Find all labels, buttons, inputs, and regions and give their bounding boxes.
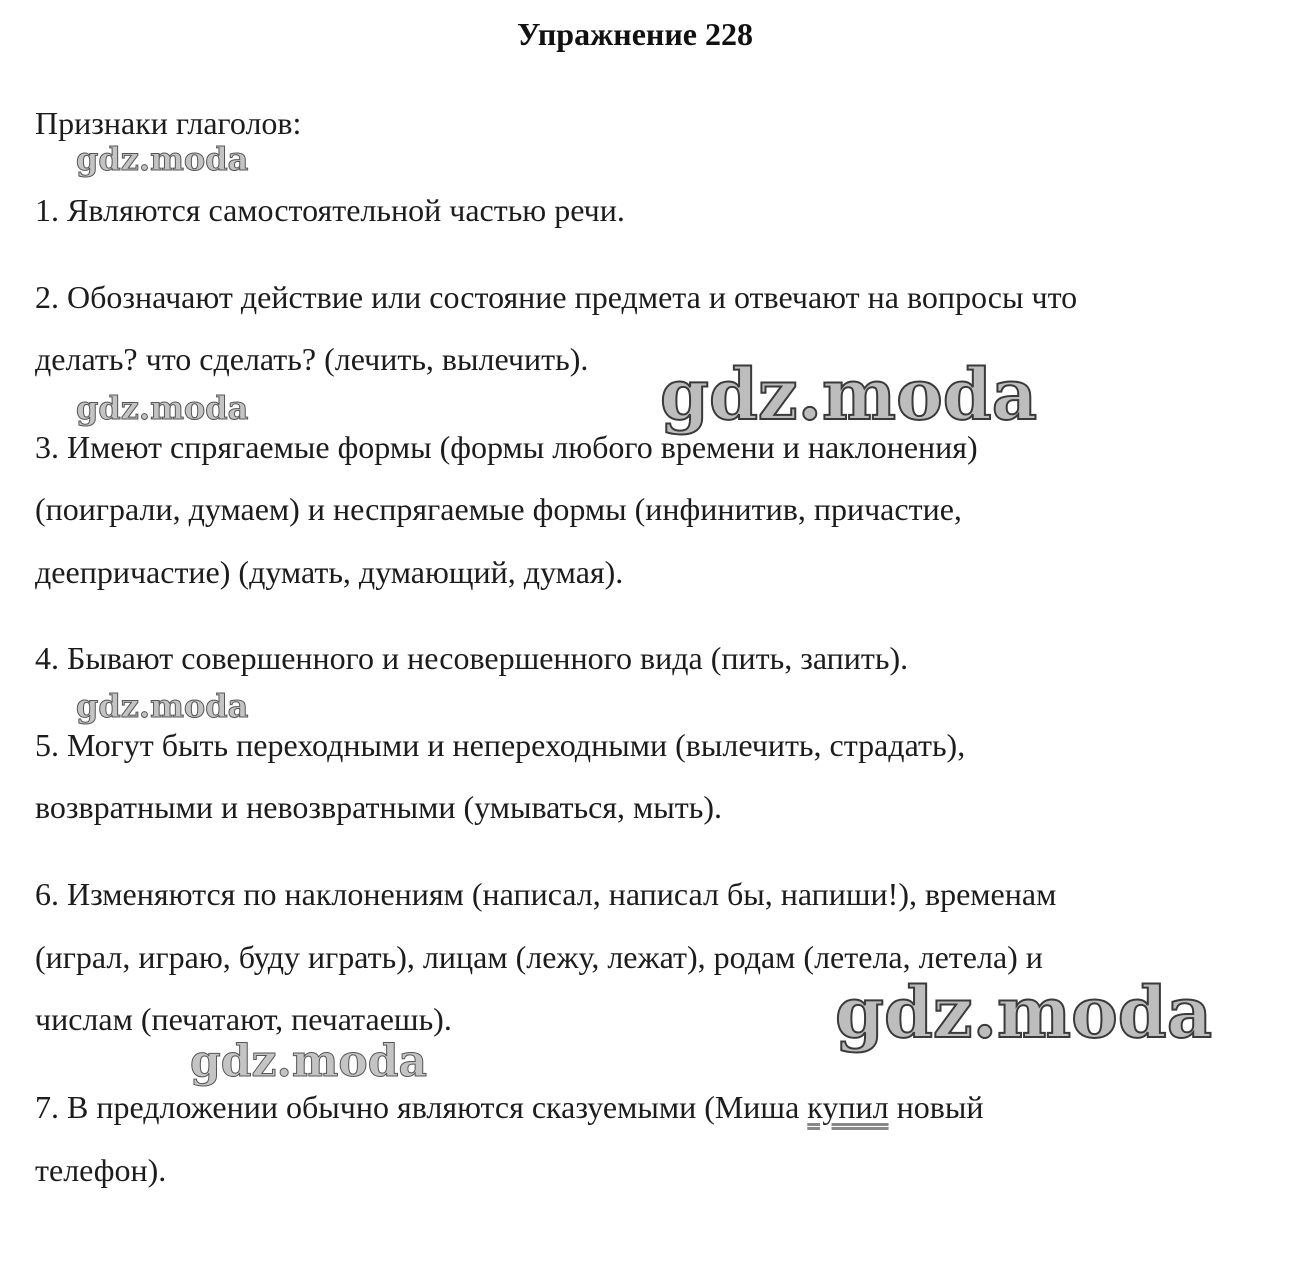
watermark: gdz.moda <box>190 1036 428 1087</box>
intro-heading: Признаки глаголов: <box>35 105 302 141</box>
watermark: gdz.moda <box>835 971 1213 1054</box>
item-3-line-3: деепричастие) (думать, думающий, думая). <box>35 554 624 590</box>
item-7-line-2: телефон). <box>35 1152 167 1188</box>
item-5-line-1: 5. Могут быть переходными и непереходными (вылечить, страдать), <box>35 727 966 763</box>
item-1-line: 1. Являются самостоятельной частью речи. <box>35 192 625 228</box>
item-3-line-2: (поиграли, думаем) и неспрягаемые формы (инфинитив, причастие, <box>35 491 962 527</box>
watermark: gdz.moda <box>76 389 249 427</box>
item-2-line-2: делать? что сделать? (лечить, вылечить). <box>35 341 589 377</box>
predicate-underlined: купил <box>807 1089 889 1125</box>
item-7-text-after: новый <box>888 1089 984 1125</box>
item-5-line-2: возвратными и невозвратными (умываться, мыть). <box>35 789 722 825</box>
item-7-line-1 <box>35 1087 983 1127</box>
item-2-line-1: 2. Обозначают действие или состояние предмета и отвечают на вопросы что <box>35 279 1078 315</box>
item-4-line: 4. Бывают совершенного и несовершенного вида (пить, запить). <box>35 640 909 676</box>
watermark: gdz.moda <box>76 140 249 178</box>
exercise-title: Упражнение 228 <box>516 16 753 52</box>
item-6-line-2: (играл, играю, буду играть), лицам (лежу, лежат), родам (летела, летела) и <box>35 939 1043 975</box>
watermark: gdz.moda <box>76 687 249 725</box>
item-6-line-1: 6. Изменяются по наклонениям (написал, написал бы, напиши!), временам <box>35 876 1057 912</box>
item-7-text-before: 7. В предложении обычно являются сказуемыми (Миша <box>35 1089 808 1125</box>
watermark: gdz.moda <box>660 353 1038 436</box>
item-6-line-3: числам (печатают, печатаешь). <box>35 1001 452 1037</box>
item-3-line-1: 3. Имеют спрягаемые формы (формы любого времени и наклонения) <box>35 429 978 465</box>
